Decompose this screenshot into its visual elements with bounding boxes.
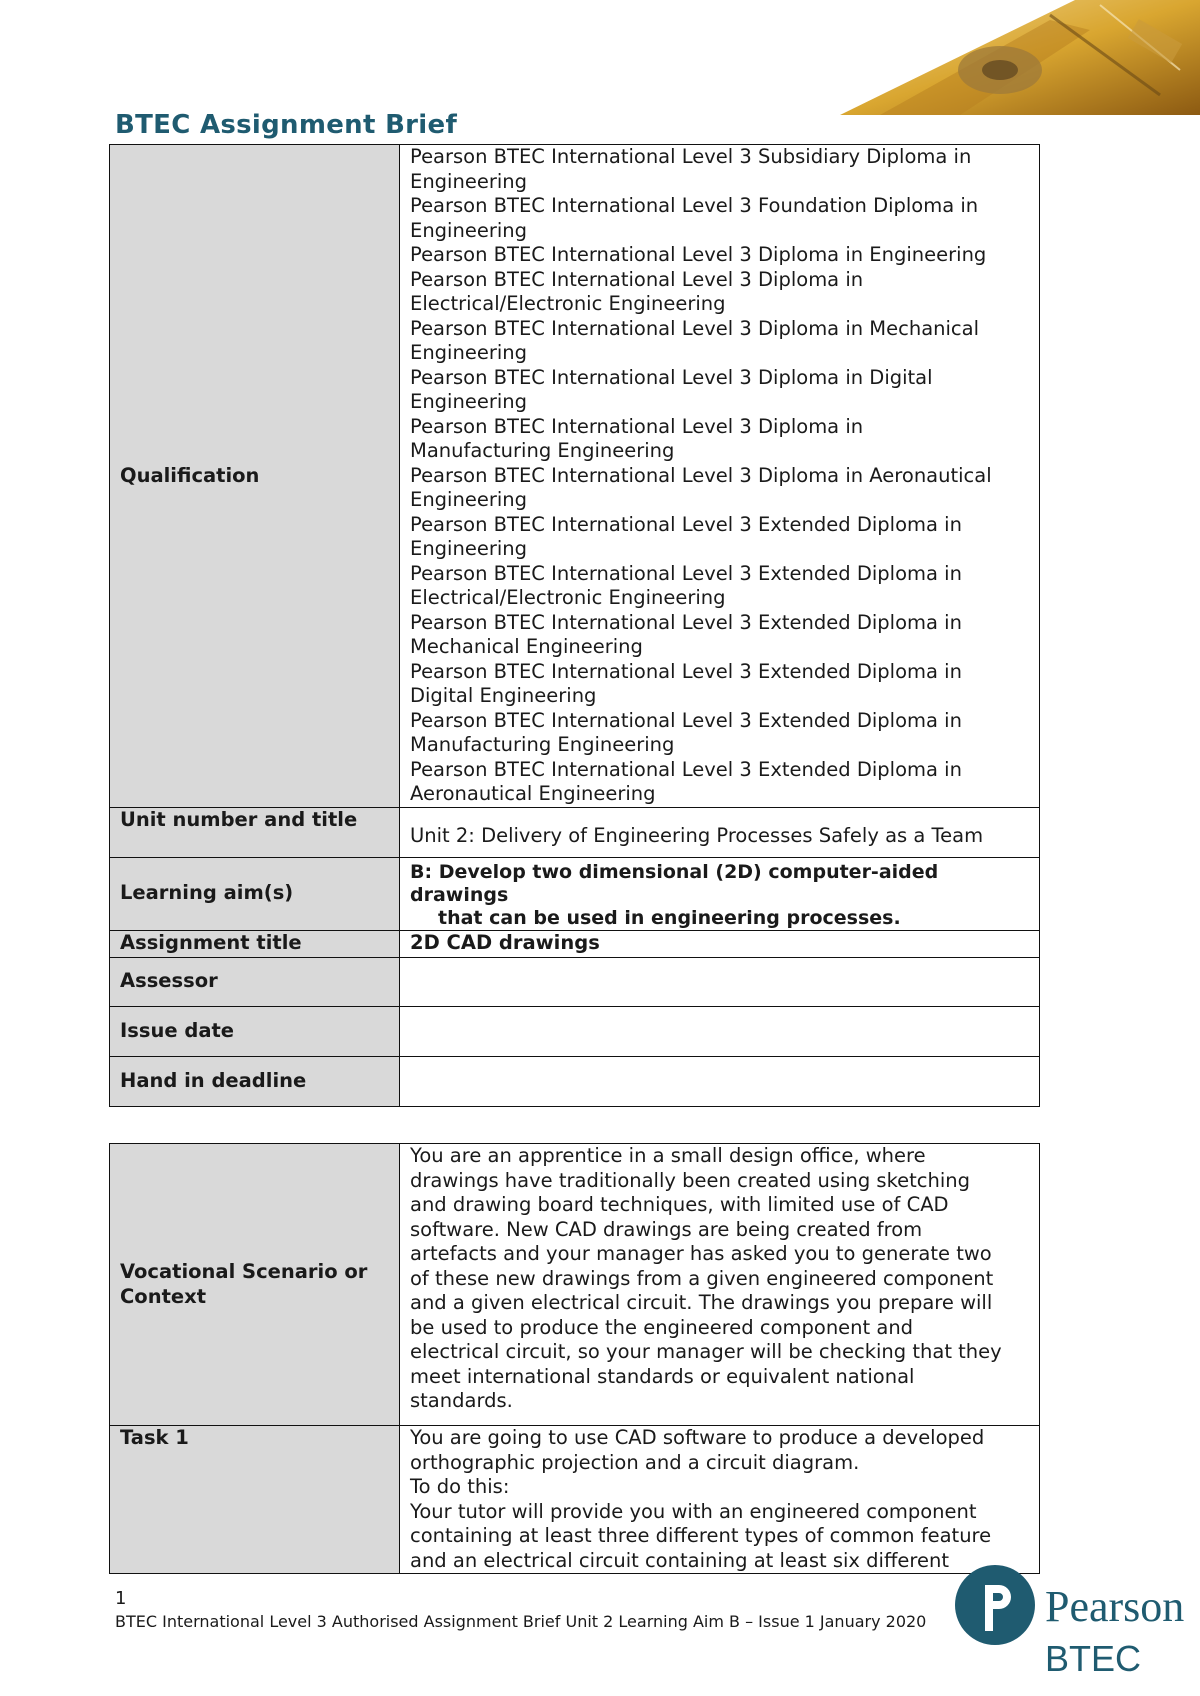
assessor-label: Assessor [110, 957, 400, 1006]
qualification-line: Pearson BTEC International Level 3 Extended Diploma in [410, 757, 962, 781]
header-banner-image [0, 0, 1200, 115]
scenario-line: meet international standards or equivalent national [410, 1364, 915, 1388]
qualification-line: Pearson BTEC International Level 3 Diploma in Aeronautical [410, 463, 992, 487]
learning-aim-line-2: that can be used in engineering processes. [438, 906, 901, 929]
scenario-line: be used to produce the engineered component and [410, 1315, 914, 1339]
qualification-line: Pearson BTEC International Level 3 Extended Diploma in [410, 708, 962, 732]
task-1-line: Your tutor will provide you with an engineered component [410, 1499, 977, 1523]
task-1-line: You are going to use CAD software to produce a developed [410, 1426, 985, 1449]
qualification-line: Pearson BTEC International Level 3 Diploma in Mechanical [410, 316, 980, 340]
task-1-line: orthographic projection and a circuit diagram. [410, 1450, 860, 1474]
scenario-line: and a given electrical circuit. The drawings you prepare will [410, 1291, 993, 1314]
qualification-line: Pearson BTEC International Level 3 Extended Diploma in [410, 561, 962, 585]
scenario-line: artefacts and your manager has asked you to generate two [410, 1242, 992, 1265]
assessor-row [110, 957, 1040, 1006]
scenario-value [400, 1144, 1040, 1426]
unit-label: Unit number and title [110, 807, 400, 857]
qualification-line: Mechanical Engineering [410, 635, 643, 658]
assignment-title-value: 2D CAD drawings [400, 930, 1040, 957]
qualification-line: Engineering [410, 537, 527, 560]
qualification-line: Digital Engineering [410, 684, 597, 707]
unit-value: Unit 2: Delivery of Engineering Processes Safely as a Team [400, 807, 1040, 857]
assignment-title-row [110, 930, 1040, 957]
task-1-label: Task 1 [110, 1426, 400, 1574]
qualification-line: Pearson BTEC International Level 3 Diploma in Engineering [410, 243, 987, 266]
scenario-line: and drawing board techniques, with limited use of CAD [410, 1193, 949, 1216]
qualification-line: Engineering [410, 390, 527, 413]
qualification-line: Pearson BTEC International Level 3 Extended Diploma in [410, 659, 962, 683]
learning-aim-label: Learning aim(s) [110, 857, 400, 930]
task-1-line: containing at least three different types of common feature [410, 1524, 992, 1547]
qualification-line: Electrical/Electronic Engineering [410, 586, 726, 609]
qualification-line: Pearson BTEC International Level 3 Subsidiary Diploma in [410, 145, 972, 168]
scenario-line: standards. [410, 1389, 513, 1412]
learning-aim-line-1: B: Develop two dimensional (2D) computer-aided drawings [410, 860, 939, 906]
task-1-value [400, 1426, 1040, 1574]
qualification-line: Engineering [410, 341, 527, 364]
qualification-line: Manufacturing Engineering [410, 439, 675, 462]
scenario-table [109, 1143, 1040, 1574]
learning-aim-row [110, 857, 1040, 930]
qualification-line: Pearson BTEC International Level 3 Extended Diploma in [410, 610, 962, 634]
qualification-line: Engineering [410, 488, 527, 511]
qualification-line: Engineering [410, 218, 527, 242]
assessor-value [400, 957, 1040, 1006]
deadline-label: Hand in deadline [110, 1056, 400, 1106]
unit-row [110, 807, 1040, 857]
learning-aim-value [400, 857, 1040, 930]
scenario-line: You are an apprentice in a small design office, where [410, 1144, 926, 1167]
pearson-btec-logo [955, 1563, 1185, 1683]
pearson-wordmark: Pearson [1045, 1582, 1185, 1631]
scenario-label-line-1: Vocational Scenario or [120, 1260, 368, 1283]
page-title: BTEC Assignment Brief [115, 110, 458, 140]
scenario-line: drawings have traditionally been created using sketching [410, 1168, 971, 1192]
btec-wordmark: BTEC [1045, 1638, 1142, 1679]
deadline-value [400, 1056, 1040, 1106]
qualification-line: Pearson BTEC International Level 3 Diploma in [410, 267, 864, 291]
qualification-line: Pearson BTEC International Level 3 Diploma in Digital [410, 365, 933, 389]
scenario-row [110, 1144, 1040, 1426]
issue-date-row [110, 1006, 1040, 1056]
deadline-row [110, 1056, 1040, 1106]
qualification-line: Engineering [410, 169, 527, 193]
qualification-line: Pearson BTEC International Level 3 Extended Diploma in [410, 512, 962, 536]
qualification-line: Pearson BTEC International Level 3 Foundation Diploma in [410, 194, 979, 217]
scenario-line: of these new drawings from a given engineered component [410, 1266, 994, 1290]
scenario-line: software. New CAD drawings are being created from [410, 1217, 923, 1241]
assignment-title-label: Assignment title [110, 930, 400, 957]
task-1-row [110, 1426, 1040, 1574]
assignment-details-table [109, 144, 1040, 1107]
qualification-line: Pearson BTEC International Level 3 Diploma in [410, 414, 864, 438]
qualification-row [110, 145, 1040, 808]
qualification-line: Electrical/Electronic Engineering [410, 292, 726, 315]
issue-date-value [400, 1006, 1040, 1056]
footer-text: BTEC International Level 3 Authorised Assignment Brief Unit 2 Learning Aim B – Issue 1 January 2020 [115, 1612, 927, 1631]
task-1-line: and an electrical circuit containing at least six different [410, 1548, 949, 1572]
page-number: 1 [115, 1588, 127, 1609]
qualification-line: Aeronautical Engineering [410, 782, 656, 805]
qualification-value [400, 145, 1040, 808]
qualification-line: Manufacturing Engineering [410, 733, 675, 756]
scenario-line: electrical circuit, so your manager will be checking that they [410, 1340, 1002, 1363]
scenario-label-line-2: Context [120, 1284, 207, 1308]
qualification-label: Qualification [110, 145, 400, 808]
task-1-line: To do this: [410, 1475, 510, 1498]
scenario-label [110, 1144, 400, 1426]
issue-date-label: Issue date [110, 1006, 400, 1056]
